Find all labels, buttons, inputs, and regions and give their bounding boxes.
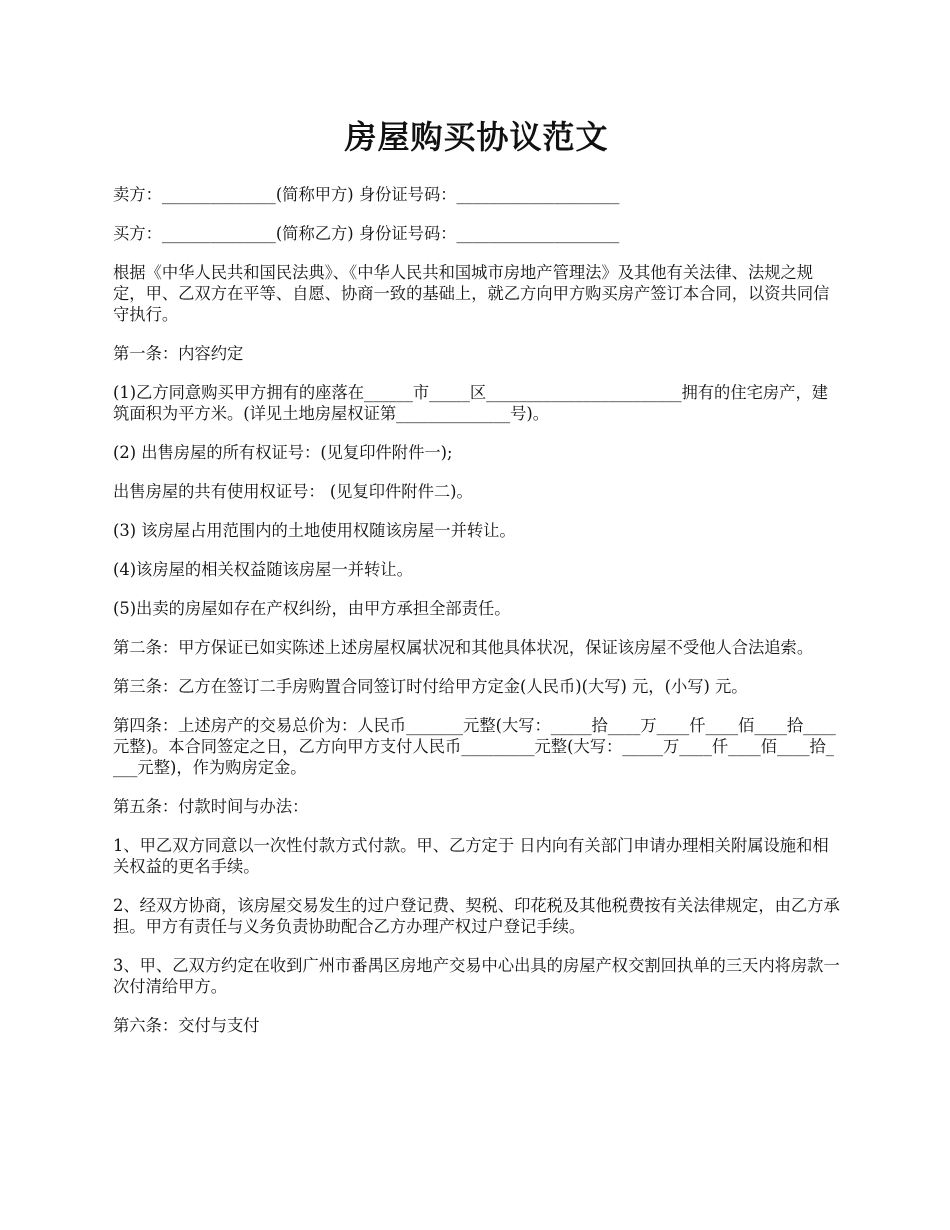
article-1-item-1: (1)乙方同意购买甲方拥有的座落在______市_____区________________________拥有的住宅房产，建筑面积为平方米。(详见土地房屋权证第______________号)。 (113, 383, 829, 423)
article-4-paragraph: 第四条：上述房产的交易总价为：人民币_______元整(大写：_____拾____万____仟____佰____拾____元整)。本合同签定之日，乙方向甲方支付人民币_________元整(大写：_____万____仟____佰____拾____元整)，作为购房定金。 (113, 716, 836, 777)
article-2-paragraph: 第二条：甲方保证已如实陈述上述房屋权属状况和其他具体状况，保证该房屋不受他人合法追索。 (113, 638, 814, 657)
article-1-item-2: (2) 出售房屋的所有权证号：(见复印件附件一); (113, 443, 453, 462)
article-1-heading: 第一条：内容约定 (113, 344, 244, 363)
article-6-heading: 第六条：交付与支付 (113, 1016, 260, 1035)
seller-line: 卖方：______________(简称甲方) 身份证号码：____________________ (113, 185, 620, 204)
article-5-clause-1: 1、甲乙双方同意以一次性付款方式付款。甲、乙方定于 日内向有关部门申请办理相关附属设施和相关权益的更名手续。 (113, 836, 829, 876)
article-1-item-4: (4)该房屋的相关权益随该房屋一并转让。 (113, 560, 413, 579)
buyer-line: 买方：______________(简称乙方) 身份证号码：____________________ (113, 224, 620, 243)
article-1-item-5: (5)出卖的房屋如存在产权纠纷，由甲方承担全部责任。 (113, 599, 511, 618)
article-5-heading: 第五条：付款时间与办法： (113, 797, 309, 816)
document-title: 房屋购买协议范文 (344, 118, 609, 156)
article-3-paragraph: 第三条：乙方在签订二手房购置合同签订时付给甲方定金(人民币)(大写) 元，(小写) 元。 (113, 677, 748, 696)
preamble-paragraph: 根据《中华人民共和国民法典》、《中华人民共和国城市房地产管理法》及其他有关法律、法规之规定，甲、乙双方在平等、自愿、协商一致的基础上，就乙方向甲方购买房产签订本合同，以资共同信守执行。 (113, 263, 830, 324)
article-1-item-3: (3) 该房屋占用范围内的土地使用权随该房屋一并转让。 (113, 521, 516, 540)
article-1-item-2-shared: 出售房屋的共有使用权证号： (见复印件附件二)。 (113, 482, 473, 501)
article-5-clause-3: 3、甲、乙双方约定在收到广州市番禺区房地产交易中心出具的房屋产权交割回执单的三天内将房款一次付清给甲方。 (113, 956, 840, 996)
article-5-clause-2: 2、经双方协商，该房屋交易发生的过户登记费、契税、印花税及其他税费按有关法律规定，由乙方承担。甲方有责任与义务负责协助配合乙方办理产权过户登记手续。 (113, 896, 840, 936)
